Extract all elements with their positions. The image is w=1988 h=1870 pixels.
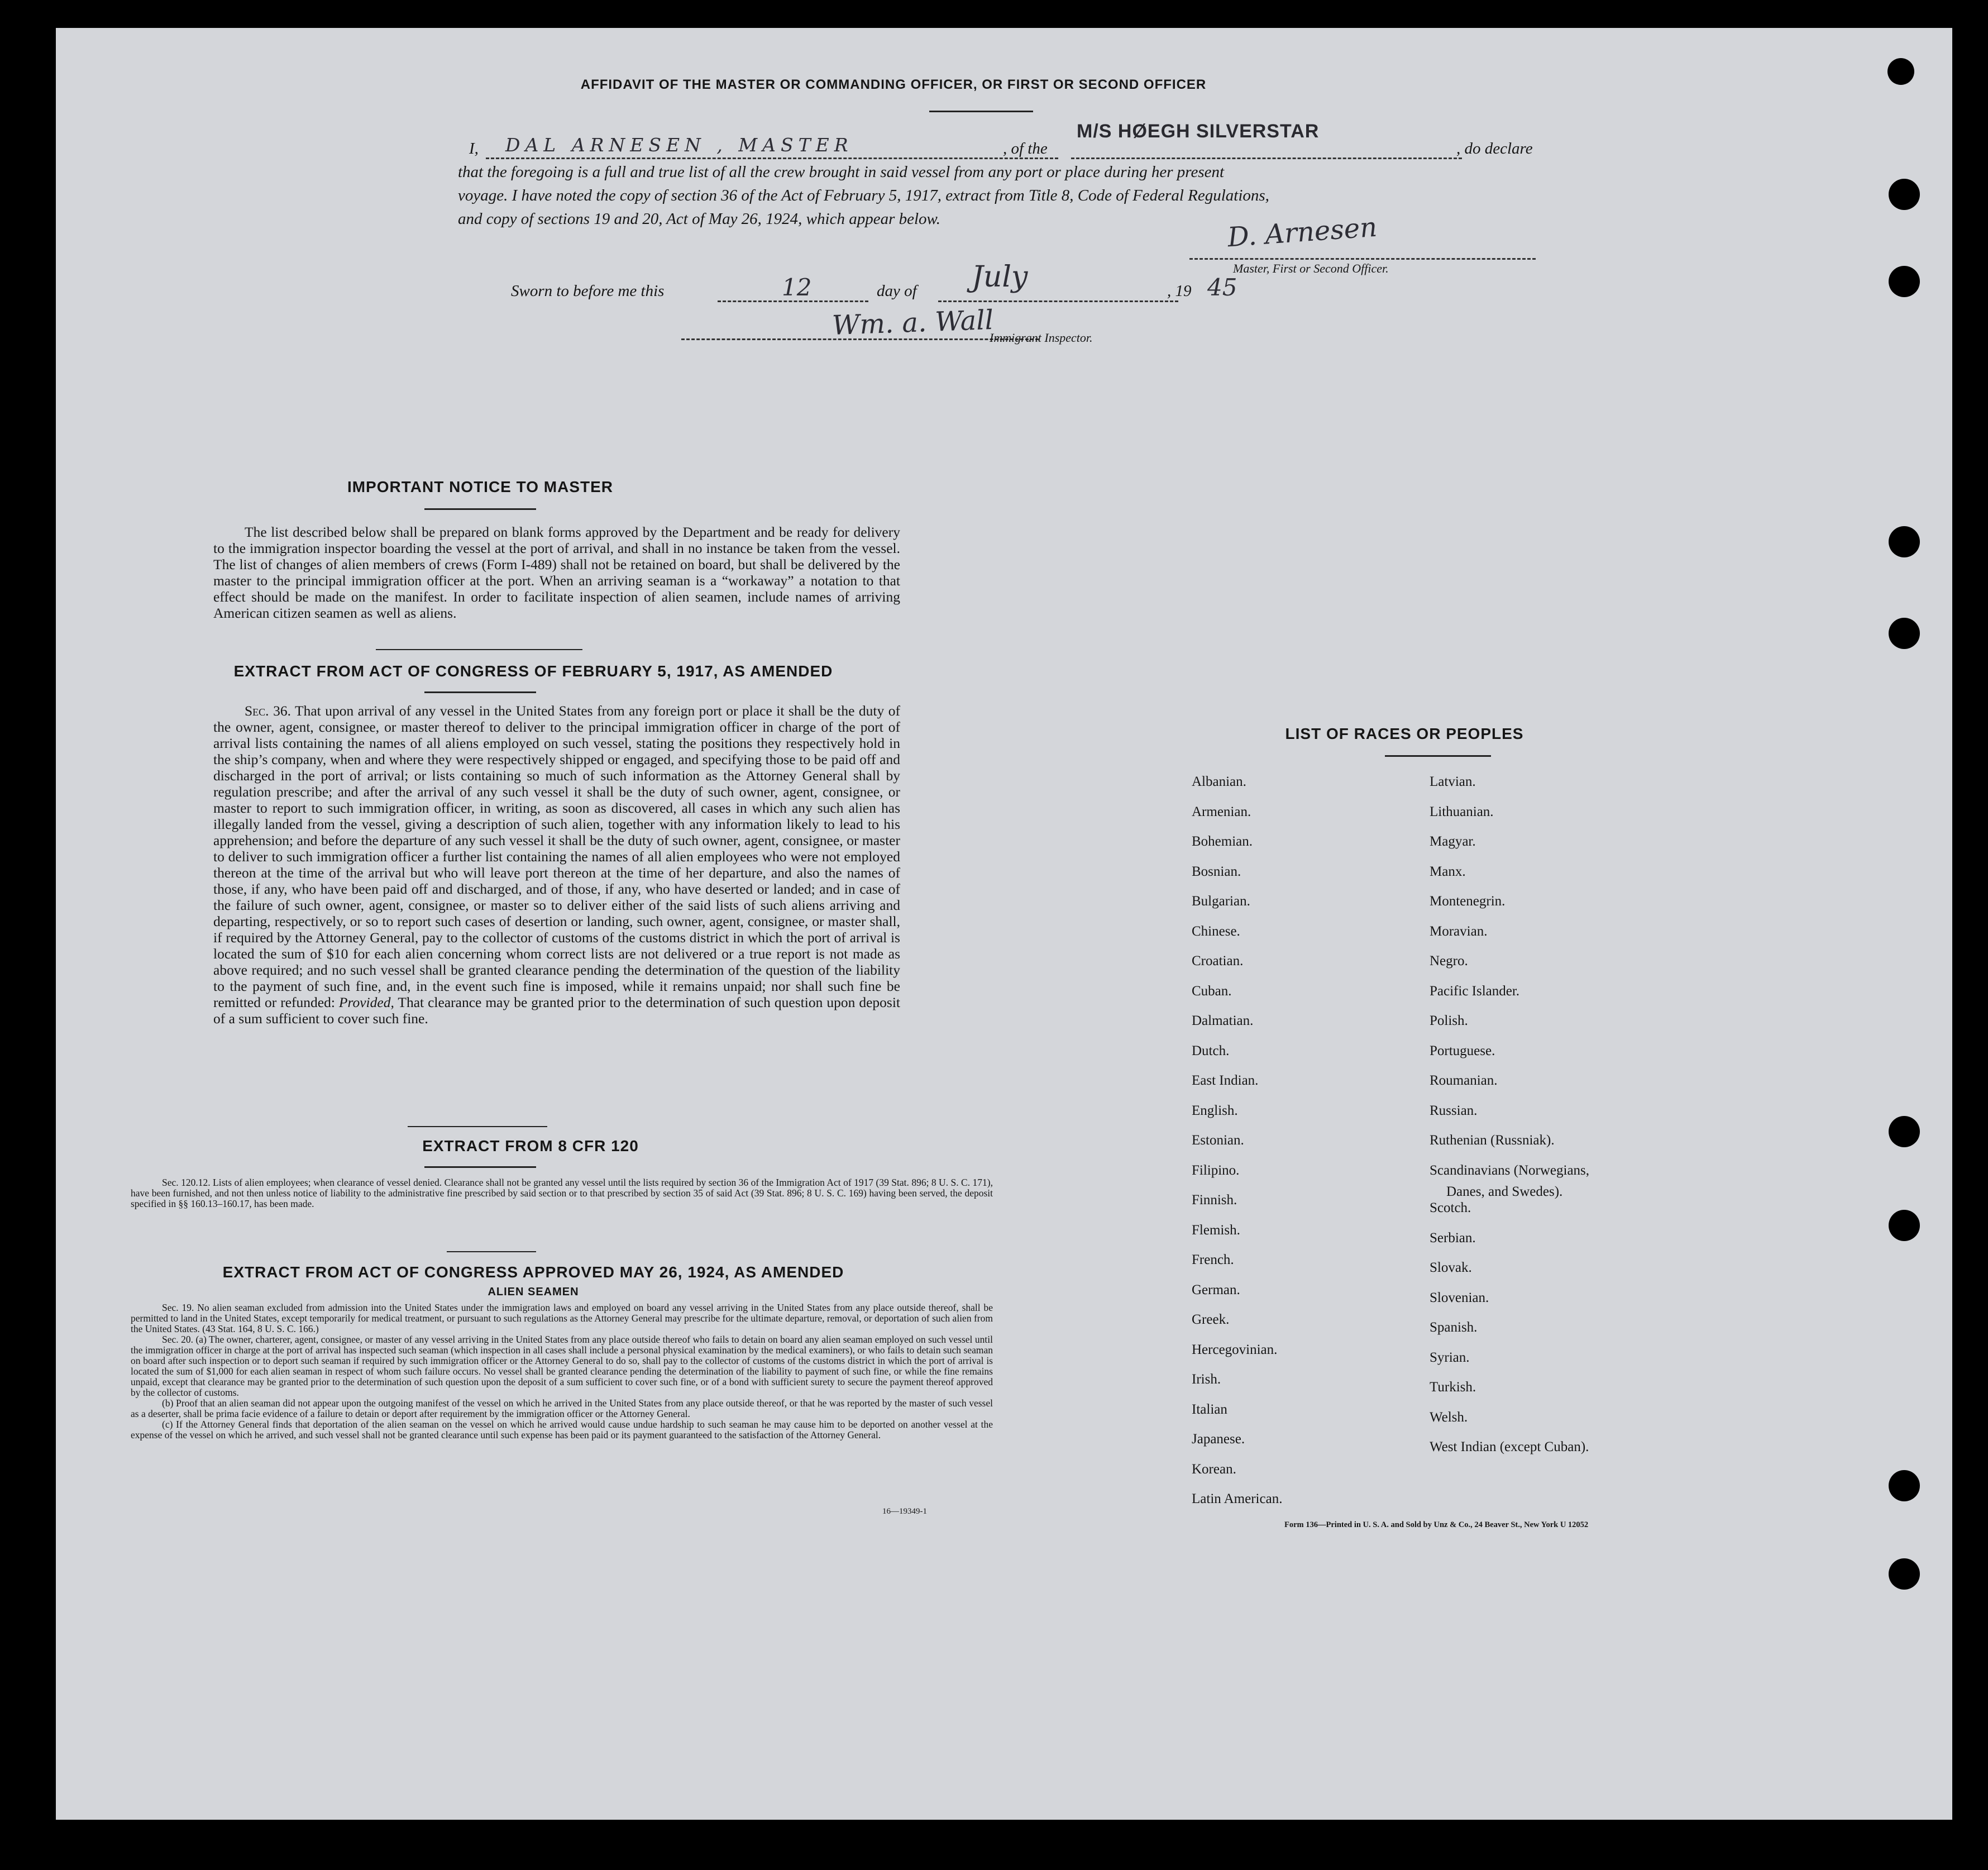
extract-1917-body	[213, 703, 900, 1027]
section-divider-1	[376, 649, 582, 650]
alien-seamen-subheading: ALIEN SEAMEN	[488, 1286, 579, 1298]
race-left-item: Korean.	[1192, 1461, 1236, 1477]
race-right-item: Latvian.	[1430, 774, 1476, 789]
race-left-item: Cuban.	[1192, 983, 1232, 999]
notice-body	[213, 524, 900, 621]
affidavit-heading: AFFIDAVIT OF THE MASTER OR COMMANDING OFFICER, OR FIRST OR SECOND OFFICER	[580, 77, 1207, 92]
cfr-paragraph: Sec. 120.12. Lists of alien employees; when clearance of vessel denied. Clearance shall not be granted any vessel until the lists required by section 36 of the Immigration Act of 1917 (39 Stat. 896; 8 U. S. C. 171), have been furnished, and not then unless notice of liability to the administrative fine prescribed by said section or to that prescribed by section 35 of said Act (39 Stat. 896; 8 U. S. C. 169) having been served, the deposit specified in §§ 160.13–160.17, has been made.	[131, 1177, 993, 1209]
extract-1924-body	[131, 1303, 993, 1440]
punch-hole-4	[1889, 526, 1920, 557]
race-left-item: Latin American.	[1192, 1491, 1283, 1506]
race-right-item: Negro.	[1430, 953, 1468, 969]
race-left-item: Albanian.	[1192, 774, 1246, 789]
affidavit-body-1: that the foregoing is a full and true list of all the crew brought in said vessel from any port or place during her present	[458, 163, 1225, 181]
race-left-item: Bohemian.	[1192, 834, 1253, 849]
race-right-item: Syrian.	[1430, 1349, 1470, 1365]
race-left-item: Croatian.	[1192, 953, 1244, 969]
day-of-label: day of	[877, 282, 917, 300]
notice-rule	[424, 508, 536, 510]
sworn-year: 45	[1207, 274, 1237, 301]
inspector-line	[681, 338, 1039, 340]
vessel-name-line	[1071, 158, 1462, 159]
race-left-item: German.	[1192, 1282, 1240, 1297]
form-footer: Form 136—Printed in U. S. A. and Sold by Unz & Co., 24 Beaver St., New York U 12052	[1284, 1520, 1589, 1529]
sworn-text: Sworn to before me this	[511, 282, 665, 300]
sec-20c-paragraph: (c) If the Attorney General finds that deportation of the alien seaman on the vessel on which he arrived would cause undue hardship to such seaman he may cause him to be deported on another vessel at the expense of the vessel on which he arrived, and such vessel shall not be granted clearance until such expense has been paid or its payment guaranteed to the satisfaction of the Attorney General.	[131, 1419, 993, 1440]
affidavit-i: I,	[469, 140, 479, 158]
race-right-item: Ruthenian (Russniak).	[1430, 1133, 1555, 1148]
section-divider-2	[408, 1126, 547, 1127]
extract-1917-rule	[424, 691, 536, 693]
master-signature: D. Arnesen	[1226, 211, 1378, 254]
races-rule	[1385, 755, 1491, 757]
race-right-item: Turkish.	[1430, 1380, 1476, 1395]
extract-cfr-heading: EXTRACT FROM 8 CFR 120	[422, 1137, 639, 1155]
race-right-item: Roumanian.	[1430, 1073, 1498, 1088]
master-name: DAL ARNESEN , MASTER	[505, 134, 853, 156]
inspector-caption: Immigrant Inspector.	[990, 331, 1093, 345]
sec-20a-paragraph: Sec. 20. (a) The owner, charterer, agent, consignee, or master of any vessel arriving in the United States from any place outside thereof who fails to detain on board any alien seaman employed on such vessel until the immigration officer in charge at the port of arrival has inspected such seaman (which inspection in all cases shall include a personal physical examination by the medical examiners), or who fails to detain such seaman on board after such inspection or to deport such seaman if required by such immigration officer or the Attorney General to do so, shall pay to the collector of customs of the customs district in which the port of arrival is located the sum of $1,000 for each alien seaman in respect of whom such failure occurs. No vessel shall be granted clearance pending the determination of the liability to payment of such fine, or while the fine remains unpaid, except that clearance may be granted prior to the determination of such question upon the deposit of a sum sufficient to cover such fine, or of a bond with sufficient surety to secure the payment thereof approved by the collector of customs.	[131, 1334, 993, 1398]
race-right-item: Serbian.	[1430, 1230, 1476, 1246]
race-right-item: Spanish.	[1430, 1320, 1478, 1335]
inspector-signature: Wm. a. Wall	[831, 304, 994, 342]
race-right-item: Scotch.	[1430, 1200, 1471, 1215]
race-left-item: Estonian.	[1192, 1133, 1244, 1148]
race-left-item: Hercegovinian.	[1192, 1342, 1278, 1357]
race-right-item: Pacific Islander.	[1430, 983, 1520, 999]
section-36-paragraph	[213, 703, 900, 1027]
race-left-item: Japanese.	[1192, 1432, 1245, 1447]
proviso-label: Provided,	[338, 994, 394, 1010]
race-left-item: Bosnian.	[1192, 864, 1241, 879]
section-divider-3	[447, 1251, 536, 1252]
race-left-item: East Indian.	[1192, 1073, 1259, 1088]
race-left-item: English.	[1192, 1103, 1238, 1118]
race-right-item: Slovak.	[1430, 1260, 1472, 1275]
extract-cfr-rule	[424, 1166, 536, 1168]
form-code: 16—19349-1	[882, 1507, 927, 1516]
punch-hole-7	[1889, 1210, 1920, 1241]
race-left-item: French.	[1192, 1252, 1234, 1267]
race-left-item: Finnish.	[1192, 1192, 1237, 1208]
punch-hole-9	[1889, 1558, 1920, 1590]
race-right-item: Slovenian.	[1430, 1290, 1489, 1305]
vessel-name-stamp: M/S HØEGH SILVERSTAR	[1077, 121, 1320, 142]
sworn-month: July	[972, 260, 1028, 294]
document-page	[56, 28, 1952, 1820]
extract-cfr-body	[131, 1177, 993, 1209]
race-right-item: Lithuanian.	[1430, 804, 1494, 819]
sec-36-label: Sec. 36.	[245, 703, 291, 719]
affidavit-body-3: and copy of sections 19 and 20, Act of May 26, 1924, which appear below.	[458, 210, 940, 228]
punch-hole-6	[1889, 1116, 1920, 1147]
race-right-item: Moravian.	[1430, 923, 1488, 939]
race-right-item: Scandinavians (Norwegians,	[1430, 1162, 1590, 1178]
races-heading: LIST OF RACES OR PEOPLES	[1285, 725, 1524, 742]
race-left-item: Greek.	[1192, 1312, 1230, 1327]
race-left-item: Filipino.	[1192, 1162, 1240, 1178]
heading-rule	[929, 111, 1033, 112]
race-left-item: Dutch.	[1192, 1043, 1230, 1058]
race-right-item: Magyar.	[1430, 834, 1476, 849]
year-prefix: , 19	[1167, 282, 1192, 300]
notice-paragraph: The list described below shall be prepared on blank forms approved by the Department and be ready for delivery to the immigration inspector boarding the vessel at the port of arrival, and shall in no instance be taken from the vessel. The list of changes of alien members of crews (Form I-489) shall not be retained on board, but shall be delivered by the master to the principal immigration officer at the port. When an arriving seaman is a “workaway” a notation to that effect should be made on the manifest. In order to facilitate inspection of alien seamen, include names of arriving American citizen seamen as well as aliens.	[213, 524, 900, 621]
race-right-item: Welsh.	[1430, 1409, 1468, 1425]
affidavit-body-2: voyage. I have noted the copy of section 36 of the Act of February 5, 1917, extract from Title 8, Code of Federal Regulations,	[458, 187, 1269, 204]
race-left-item: Bulgarian.	[1192, 894, 1250, 909]
punch-hole-8	[1889, 1470, 1920, 1501]
sworn-day: 12	[782, 274, 812, 301]
do-declare-label: , do declare	[1456, 140, 1533, 158]
race-left-item: Armenian.	[1192, 804, 1251, 819]
punch-hole-3	[1889, 266, 1920, 297]
race-scandinavians-cont: Danes, and Swedes).	[1446, 1184, 1563, 1199]
race-right-item: Montenegrin.	[1430, 894, 1506, 909]
race-left-item: Italian	[1192, 1401, 1227, 1417]
punch-hole-1	[1887, 58, 1914, 85]
punch-hole-5	[1889, 618, 1920, 649]
extract-1924-heading: EXTRACT FROM ACT OF CONGRESS APPROVED MAY 26, 1924, AS AMENDED	[222, 1263, 844, 1281]
signature-line	[1189, 258, 1536, 260]
punch-hole-2	[1889, 179, 1920, 210]
race-right-item: Polish.	[1430, 1013, 1468, 1028]
race-left-item: Chinese.	[1192, 923, 1240, 939]
race-left-item: Dalmatian.	[1192, 1013, 1254, 1028]
proviso-text: That clearance may be granted prior to the determination of such question upon deposit of a sum sufficient to cover such fine.	[213, 994, 900, 1027]
race-right-item: Manx.	[1430, 864, 1466, 879]
race-left-item: Flemish.	[1192, 1222, 1240, 1238]
sworn-month-line	[938, 300, 1178, 302]
sec-36-text: That upon arrival of any vessel in the United States from any foreign port or place it shall be the duty of the owner, agent, consignee, or master thereof to deliver to the principal immigration officer in charge of the port of arrival lists containing the names of all aliens employed on such vessel, stating the positions they respectively hold in the ship’s company, when and where they were respectively shipped or engaged, and specifying those to be paid off and discharged in the port of arrival; or lists containing so much of such information as the Attorney General shall by regulation prescribe; and after the arrival of any such vessel it shall be the duty of such owner, agent, consignee, or master to report to such immigration officer, in writing, as soon as discovered, all cases in which any such alien has illegally landed from the vessel, giving a description of such alien, together with any information likely to lead to his apprehension; and before the departure of any such vessel it shall be the duty of such owner, agent, consignee, or master to deliver to such immigration officer a further list containing the names of all alien employees who were not employed thereon at the time of the arrival but who will leave port thereon at the time of her departure, and also the names of those, if any, who have been paid off and discharged, and of those, if any, who have deserted or landed; and in case of the failure of such owner, agent, consignee, or master so to deliver either of the said lists of such aliens arriving and departing, respectively, or so to report such cases of desertion or landing, such owner, agent, consignee, or master shall, if required by the Attorney General, pay to the collector of customs of the customs district in which the port of arrival is located the sum of $10 for each alien concerning whom correct lists are not delivered or a true report is not made as above required; and no such vessel shall be granted clearance pending the determination of the question of the liability to the payment of such fine, and, in the event such fine is imposed, while it remains unpaid; nor shall such fine be remitted or refunded:	[213, 703, 900, 1010]
notice-heading: IMPORTANT NOTICE TO MASTER	[347, 478, 614, 495]
signature-caption: Master, First or Second Officer.	[1233, 261, 1389, 275]
sec-19-paragraph: Sec. 19. No alien seaman excluded from admission into the United States under the immigration laws and employed on board any vessel arriving in the United States from any place outside thereof, shall be permitted to land in the United States, except temporarily for medical treatment, or pursuant to such regulations as the Attorney General may prescribe for the ultimate departure, removal, or deportation of such alien from the United States. (43 Stat. 164, 8 U. S. C. 166.)	[131, 1302, 993, 1334]
race-right-item: Portuguese.	[1430, 1043, 1495, 1058]
of-the-label: , of the	[1003, 140, 1048, 158]
master-name-line	[486, 158, 1058, 159]
race-right-item: West Indian (except Cuban).	[1430, 1439, 1589, 1454]
extract-1917-heading: EXTRACT FROM ACT OF CONGRESS OF FEBRUARY 5, 1917, AS AMENDED	[233, 662, 833, 680]
race-left-item: Irish.	[1192, 1372, 1221, 1387]
race-right-item: Russian.	[1430, 1103, 1478, 1118]
sec-20b-paragraph: (b) Proof that an alien seaman did not appear upon the outgoing manifest of the vessel on which he arrived in the United States from any place outside thereof, or that he was reported by the master of such vessel as a deserter, shall be prima facie evidence of a failure to detain or deport after requirement by the immigration officer or the Attorney General.	[131, 1397, 993, 1419]
